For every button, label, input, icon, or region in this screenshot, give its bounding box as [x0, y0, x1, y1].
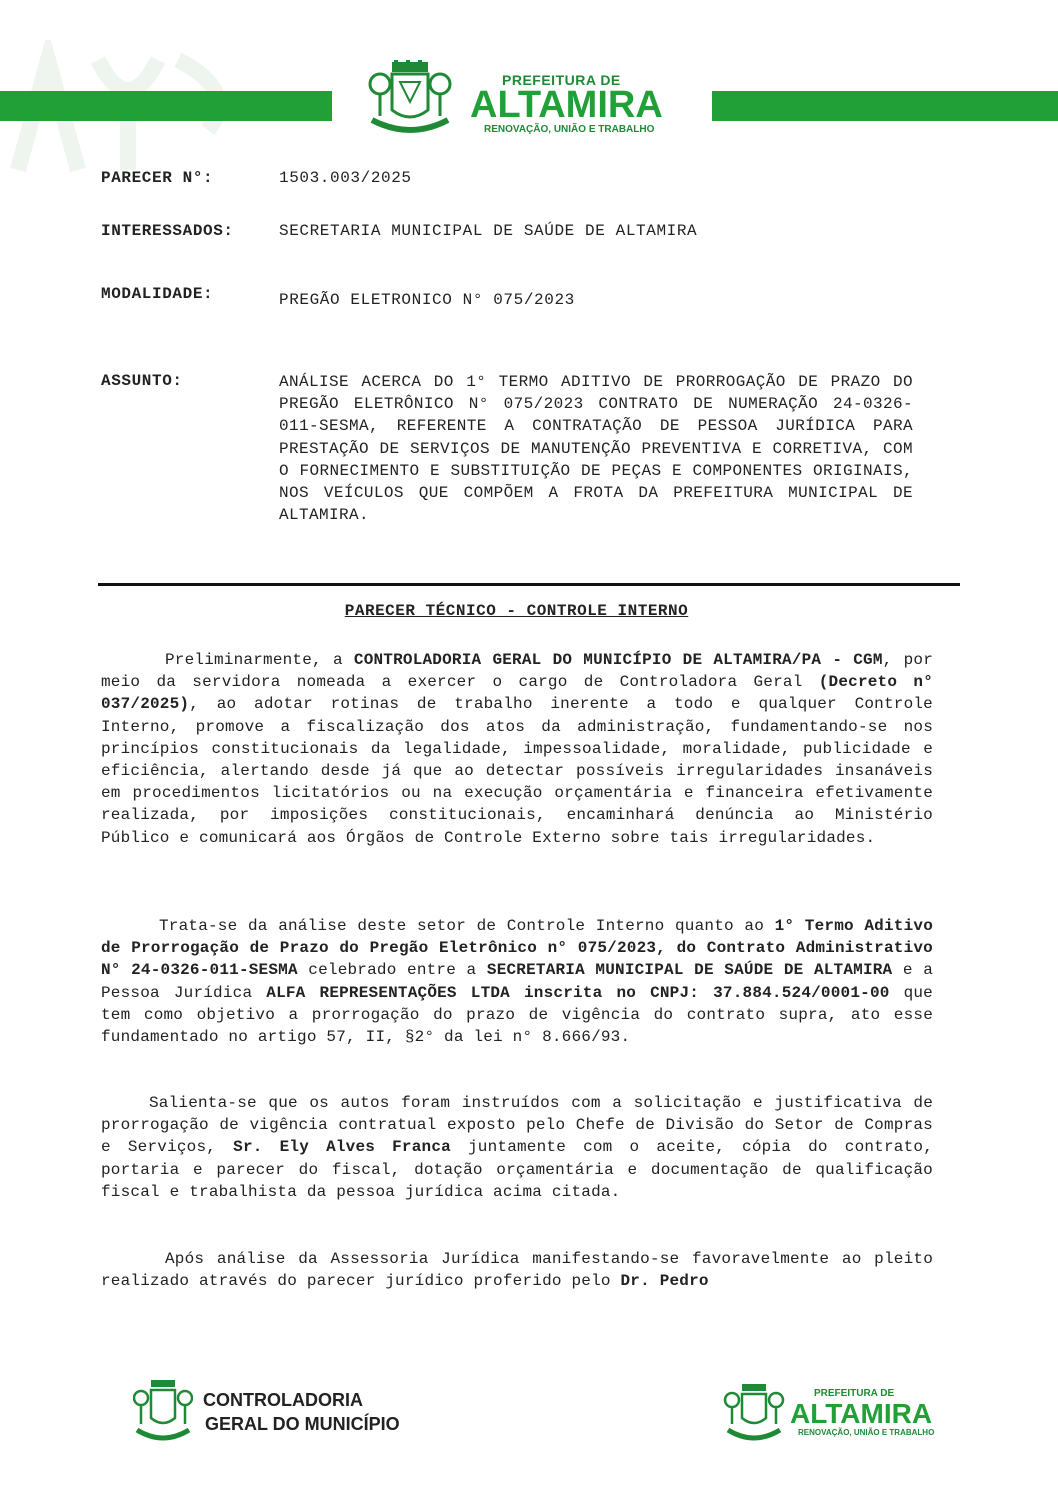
interessados-label: INTERESSADOS:: [101, 222, 234, 240]
paragraph-instruction: Salienta-se que os autos foram instruídos com a solicitação e justificativa de prorrogação de vigência contratual exposto pelo Chefe de Divisão do Setor de Compras e Serviços, Sr. Ely Alves Franca juntamente com o aceite, cópia do contrato, portaria e parecer do fiscal, dotação orçamentária e documentação de qualificação fiscal e trabalhista da pessoa jurídica acima citada.: [101, 1094, 933, 1201]
header-green-bar-left: [0, 91, 332, 121]
section-title: PARECER TÉCNICO - CONTROLE INTERNO: [344, 602, 689, 620]
prefeitura-logo: [360, 60, 690, 140]
parecer-value: 1503.003/2025: [279, 169, 412, 187]
assunto-value: ANÁLISE ACERCA DO 1° TERMO ADITIVO DE PRORROGAÇÃO DE PRAZO DO PREGÃO ELETRÔNICO N° 075/2023 CONTRATO DE NUMERAÇÃO 24-0326-011-SESMA, REFERENTE A CONTRATAÇÃO DE PESSOA JURÍDICA PARA PRESTAÇÃO DE SERVIÇOS DE MANUTENÇÃO PREVENTIVA E CORRETIVA, COM O FORNECIMENTO E SUBSTITUIÇÃO DE PEÇAS E COMPONENTES ORIGINAIS, NOS VEÍCULOS QUE COMPÕEM A FROTA DA PREFEITURA MUNICIPAL DE ALTAMIRA.: [279, 373, 913, 525]
altamira-crest-icon: [360, 60, 460, 140]
modalidade-value: PREGÃO ELETRONICO N° 075/2023: [279, 291, 575, 309]
footer-prefeitura-logo: [722, 1382, 942, 1446]
modalidade-label: MODALIDADE:: [101, 285, 214, 303]
cgm-name-line2: GERAL DO MUNICÍPIO: [205, 1414, 400, 1434]
footer-cgm-logo: [133, 1378, 433, 1450]
footer-brand-tagline: RENOVAÇÃO, UNIÃO E TRABALHO: [798, 1428, 935, 1437]
section-divider: [98, 583, 960, 586]
assunto-label: ASSUNTO:: [101, 372, 183, 390]
brand-title: PREFEITURA DE: [502, 72, 621, 88]
interessados-value: SECRETARIA MUNICIPAL DE SAÚDE DE ALTAMIRA: [279, 222, 698, 240]
cgm-name-line1: CONTROLADORIA: [203, 1390, 363, 1410]
brand-tagline: RENOVAÇÃO, UNIÃO E TRABALHO: [484, 124, 655, 135]
footer-brand-name: ALTAMIRA: [790, 1398, 933, 1429]
footer-brand-title: PREFEITURA DE: [814, 1388, 895, 1399]
brand-name: ALTAMIRA: [470, 84, 663, 126]
footer-crest-icon: [722, 1382, 786, 1446]
paragraph-analysis: Trata-se da análise deste setor de Controle Interno quanto ao 1° Termo Aditivo de Prorrogação de Prazo do Pregão Eletrônico n° 075/2023, do Contrato Administrativo N° 24-0326-011-SESMA celebrado entre a SECRETARIA MUNICIPAL DE SAÚDE DE ALTAMIRA e a Pessoa Jurídica ALFA REPRESENTAÇÕES LTDA inscrita no CNPJ: 37.884.524/0001-00 que tem como objetivo a prorrogação do prazo de vigência do contrato supra, ato esse fundamentado no artigo 57, II, §2° da lei n° 8.666/93.: [101, 917, 934, 1047]
header-green-bar-right: [712, 91, 1058, 121]
paragraph-preliminary: Preliminarmente, a CONTROLADORIA GERAL DO MUNICÍPIO DE ALTAMIRA/PA - CGM, por meio da servidora nomeada a exercer o cargo de Controladora Geral (Decreto n° 037/2025), ao adotar rotinas de trabalho inerente a todo e qualquer Controle Interno, promove a fiscalização dos atos da administração, fundamentando-se nos princípios constitucionais da legalidade, impessoalidade, moralidade, publicidade e eficiência, alertando desde já que ao detectar possíveis irregularidades insanáveis em procedimentos licitatórios ou na execução orçamentária e financeira efetivamente realizada, por imposições constitucionais, encaminhará denúncia ao Ministério Público e comunicará aos Órgãos de Controle Externo sobre tais irregularidades.: [101, 651, 934, 847]
paragraph-legal-opinion: Após análise da Assessoria Jurídica manifestando-se favoravelmente ao pleito realizado através do parecer jurídico proferido pelo Dr. Pedro: [101, 1250, 933, 1291]
cgm-crest-icon: [133, 1378, 193, 1448]
parecer-label: PARECER N°:: [101, 169, 214, 187]
